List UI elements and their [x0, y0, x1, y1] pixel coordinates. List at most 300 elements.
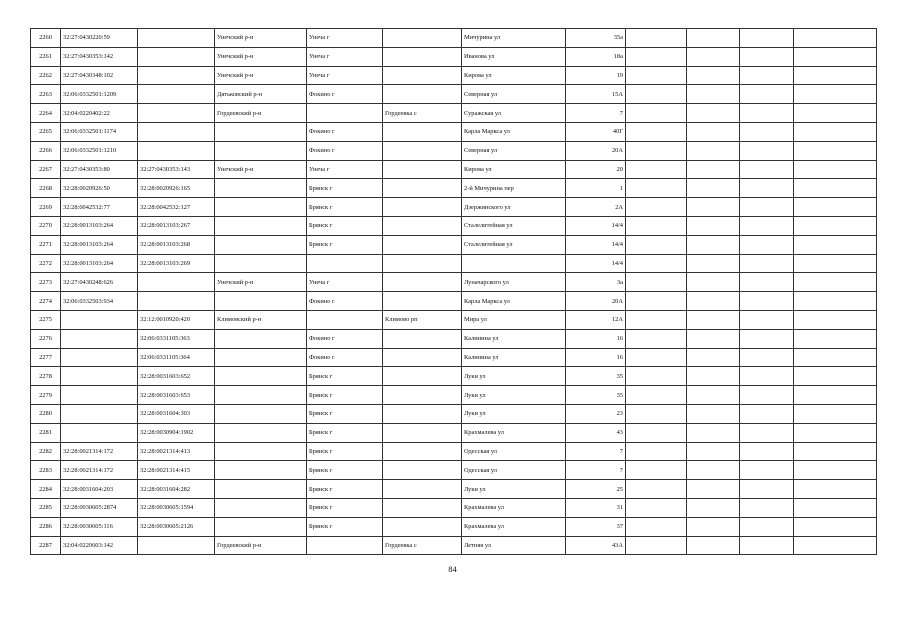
extra-1-cell [626, 386, 687, 405]
extra-1-cell [626, 292, 687, 311]
extra-2-cell [687, 517, 740, 536]
settlement-cell [383, 461, 462, 480]
building-cadastral-number-cell: 32:28:0013103:268 [138, 235, 215, 254]
district-cell [215, 480, 307, 499]
city-cell: Фокино г [307, 122, 383, 141]
extra-4-cell [794, 179, 877, 198]
row-number-cell: 2276 [31, 329, 61, 348]
district-cell: Климовский р-н [215, 310, 307, 329]
extra-3-cell [740, 122, 794, 141]
settlement-cell [383, 160, 462, 179]
extra-3-cell [740, 179, 794, 198]
extra-1-cell [626, 122, 687, 141]
extra-3-cell [740, 85, 794, 104]
table-row [31, 310, 877, 329]
cadastral-number-cell: 32:27:0430348:102 [61, 66, 138, 85]
extra-4-cell [794, 66, 877, 85]
building-cadastral-number-cell: 32:28:0031604:303 [138, 404, 215, 423]
building-cadastral-number-cell [138, 104, 215, 123]
extra-1-cell [626, 254, 687, 273]
street-cell: Одесская ул [462, 442, 566, 461]
building-cadastral-number-cell: 32:28:0031603:652 [138, 367, 215, 386]
settlement-cell [383, 329, 462, 348]
table-row [31, 367, 877, 386]
extra-3-cell [740, 423, 794, 442]
row-number-cell: 2261 [31, 47, 61, 66]
row-number-cell: 2266 [31, 141, 61, 160]
extra-1-cell [626, 273, 687, 292]
row-number-cell: 2279 [31, 386, 61, 405]
settlement-cell [383, 235, 462, 254]
extra-2-cell [687, 104, 740, 123]
district-cell: Унечский р-н [215, 29, 307, 48]
building-cadastral-number-cell [138, 29, 215, 48]
city-cell: Фокино г [307, 292, 383, 311]
extra-4-cell [794, 160, 877, 179]
extra-2-cell [687, 386, 740, 405]
cadastral-number-cell: 32:28:0031604:203 [61, 480, 138, 499]
street-cell: Калинина ул [462, 348, 566, 367]
street-cell: Луки ул [462, 367, 566, 386]
extra-1-cell [626, 198, 687, 217]
extra-1-cell [626, 498, 687, 517]
street-cell: Карла Маркса ул [462, 292, 566, 311]
cadastral-number-cell: 32:27:0430248:626 [61, 273, 138, 292]
cadastral-number-cell: 32:06:0332501:1174 [61, 122, 138, 141]
building-cadastral-number-cell [138, 47, 215, 66]
table-row [31, 386, 877, 405]
extra-4-cell [794, 386, 877, 405]
street-cell: Северная ул [462, 85, 566, 104]
extra-1-cell [626, 480, 687, 499]
row-number-cell: 2287 [31, 536, 61, 555]
extra-1-cell [626, 348, 687, 367]
table-row [31, 423, 877, 442]
street-cell: Крахмалева ул [462, 517, 566, 536]
district-cell [215, 329, 307, 348]
district-cell: Гордеевский р-н [215, 104, 307, 123]
settlement-cell: Климово рп [383, 310, 462, 329]
city-cell: Унеча г [307, 273, 383, 292]
table-row [31, 404, 877, 423]
extra-4-cell [794, 216, 877, 235]
city-cell: Фокино г [307, 141, 383, 160]
extra-1-cell [626, 310, 687, 329]
row-number-cell: 2286 [31, 517, 61, 536]
row-number-cell: 2267 [31, 160, 61, 179]
settlement-cell [383, 47, 462, 66]
extra-4-cell [794, 122, 877, 141]
extra-4-cell [794, 141, 877, 160]
extra-1-cell [626, 235, 687, 254]
street-cell: Кирова ул [462, 160, 566, 179]
row-number-cell: 2270 [31, 216, 61, 235]
house-number-cell: 2А [566, 198, 626, 217]
extra-2-cell [687, 536, 740, 555]
building-cadastral-number-cell [138, 292, 215, 311]
building-cadastral-number-cell: 32:06:0331105:363 [138, 329, 215, 348]
extra-1-cell [626, 442, 687, 461]
settlement-cell [383, 179, 462, 198]
extra-3-cell [740, 461, 794, 480]
district-cell [215, 461, 307, 480]
row-number-cell: 2269 [31, 198, 61, 217]
extra-2-cell [687, 198, 740, 217]
settlement-cell [383, 66, 462, 85]
building-cadastral-number-cell: 32:28:0020926:165 [138, 179, 215, 198]
city-cell: Брянск г [307, 216, 383, 235]
district-cell: Унечский р-н [215, 47, 307, 66]
cadastral-number-cell: 32:28:0020926:50 [61, 179, 138, 198]
settlement-cell [383, 517, 462, 536]
table-row [31, 348, 877, 367]
extra-3-cell [740, 367, 794, 386]
row-number-cell: 2263 [31, 85, 61, 104]
extra-4-cell [794, 348, 877, 367]
district-cell [215, 517, 307, 536]
settlement-cell [383, 141, 462, 160]
extra-3-cell [740, 141, 794, 160]
extra-3-cell [740, 273, 794, 292]
extra-1-cell [626, 29, 687, 48]
cadastral-number-cell: 32:06:0332503:934 [61, 292, 138, 311]
extra-2-cell [687, 235, 740, 254]
extra-4-cell [794, 273, 877, 292]
district-cell [215, 348, 307, 367]
row-number-cell: 2260 [31, 29, 61, 48]
table-row [31, 498, 877, 517]
city-cell: Брянск г [307, 404, 383, 423]
cadastral-number-cell: 32:27:0430353:142 [61, 47, 138, 66]
cadastral-number-cell [61, 423, 138, 442]
extra-4-cell [794, 404, 877, 423]
row-number-cell: 2262 [31, 66, 61, 85]
building-cadastral-number-cell: 32:28:0031603:653 [138, 386, 215, 405]
house-number-cell: 15А [566, 85, 626, 104]
extra-2-cell [687, 329, 740, 348]
extra-3-cell [740, 235, 794, 254]
extra-1-cell [626, 104, 687, 123]
row-number-cell: 2281 [31, 423, 61, 442]
extra-1-cell [626, 85, 687, 104]
row-number-cell: 2274 [31, 292, 61, 311]
cadastral-number-cell: 32:28:0042532:77 [61, 198, 138, 217]
district-cell [215, 367, 307, 386]
house-number-cell: 25 [566, 480, 626, 499]
extra-2-cell [687, 179, 740, 198]
cadastral-number-cell: 32:27:0430353:80 [61, 160, 138, 179]
house-number-cell: 18а [566, 47, 626, 66]
page-number: 84 [448, 564, 457, 574]
table-row [31, 442, 877, 461]
street-cell [462, 254, 566, 273]
extra-3-cell [740, 348, 794, 367]
extra-2-cell [687, 85, 740, 104]
row-number-cell: 2273 [31, 273, 61, 292]
extra-3-cell [740, 386, 794, 405]
extra-4-cell [794, 498, 877, 517]
extra-2-cell [687, 292, 740, 311]
extra-4-cell [794, 310, 877, 329]
extra-3-cell [740, 480, 794, 499]
district-cell [215, 423, 307, 442]
district-cell: Дятьковский р-н [215, 85, 307, 104]
street-cell: Крахмалева ул [462, 498, 566, 517]
city-cell: Брянск г [307, 235, 383, 254]
settlement-cell [383, 498, 462, 517]
extra-1-cell [626, 536, 687, 555]
cadastral-number-cell: 32:06:0332501:1210 [61, 141, 138, 160]
house-number-cell: 16 [566, 329, 626, 348]
building-cadastral-number-cell: 32:28:0021314:415 [138, 461, 215, 480]
street-cell: Луки ул [462, 386, 566, 405]
street-cell: Луначарского ул [462, 273, 566, 292]
district-cell [215, 404, 307, 423]
extra-1-cell [626, 216, 687, 235]
extra-1-cell [626, 367, 687, 386]
row-number-cell: 2264 [31, 104, 61, 123]
table-row [31, 517, 877, 536]
district-cell [215, 235, 307, 254]
building-cadastral-number-cell [138, 536, 215, 555]
building-cadastral-number-cell: 32:28:0042532:127 [138, 198, 215, 217]
street-cell: Северная ул [462, 141, 566, 160]
extra-3-cell [740, 404, 794, 423]
extra-3-cell [740, 292, 794, 311]
street-cell: Сталелитейная ул [462, 216, 566, 235]
city-cell: Унеча г [307, 160, 383, 179]
house-number-cell: 23 [566, 404, 626, 423]
city-cell [307, 310, 383, 329]
table-row [31, 104, 877, 123]
table-row [31, 461, 877, 480]
extra-2-cell [687, 310, 740, 329]
extra-3-cell [740, 310, 794, 329]
row-number-cell: 2278 [31, 367, 61, 386]
city-cell [307, 536, 383, 555]
extra-3-cell [740, 104, 794, 123]
table-row [31, 66, 877, 85]
settlement-cell [383, 198, 462, 217]
district-cell [215, 292, 307, 311]
street-cell: Дзержинского ул [462, 198, 566, 217]
extra-1-cell [626, 517, 687, 536]
settlement-cell [383, 85, 462, 104]
extra-2-cell [687, 122, 740, 141]
extra-2-cell [687, 273, 740, 292]
extra-2-cell [687, 254, 740, 273]
cadastral-number-cell: 32:28:0021314:172 [61, 461, 138, 480]
building-cadastral-number-cell [138, 66, 215, 85]
house-number-cell: 14/4 [566, 216, 626, 235]
cadastral-number-cell [61, 386, 138, 405]
settlement-cell [383, 442, 462, 461]
city-cell: Брянск г [307, 442, 383, 461]
settlement-cell: Гордеевка с [383, 104, 462, 123]
house-number-cell: 16 [566, 348, 626, 367]
settlement-cell [383, 254, 462, 273]
street-cell: Мира ул [462, 310, 566, 329]
settlement-cell [383, 404, 462, 423]
building-cadastral-number-cell: 32:27:0430353:143 [138, 160, 215, 179]
extra-4-cell [794, 235, 877, 254]
city-cell: Унеча г [307, 47, 383, 66]
building-cadastral-number-cell: 32:28:0031604:282 [138, 480, 215, 499]
extra-4-cell [794, 423, 877, 442]
cadastral-number-cell: 32:06:0332501:1209 [61, 85, 138, 104]
city-cell: Брянск г [307, 498, 383, 517]
extra-2-cell [687, 442, 740, 461]
cadastral-number-cell: 32:28:0030605:116 [61, 517, 138, 536]
settlement-cell [383, 292, 462, 311]
extra-2-cell [687, 404, 740, 423]
extra-3-cell [740, 47, 794, 66]
house-number-cell: 20А [566, 141, 626, 160]
building-cadastral-number-cell: 32:28:0030605:2126 [138, 517, 215, 536]
city-cell: Фокино г [307, 329, 383, 348]
settlement-cell [383, 216, 462, 235]
house-number-cell: 20 [566, 160, 626, 179]
extra-3-cell [740, 198, 794, 217]
extra-1-cell [626, 47, 687, 66]
street-cell: Мичурина ул [462, 29, 566, 48]
settlement-cell [383, 273, 462, 292]
building-cadastral-number-cell: 32:28:0013103:269 [138, 254, 215, 273]
cadastral-number-cell: 32:28:0021314:172 [61, 442, 138, 461]
extra-2-cell [687, 47, 740, 66]
building-cadastral-number-cell: 32:28:0030605:1594 [138, 498, 215, 517]
row-number-cell: 2275 [31, 310, 61, 329]
extra-3-cell [740, 216, 794, 235]
building-cadastral-number-cell: 32:12:0010920:420 [138, 310, 215, 329]
district-cell: Унечский р-н [215, 273, 307, 292]
row-number-cell: 2272 [31, 254, 61, 273]
settlement-cell [383, 29, 462, 48]
house-number-cell: 19 [566, 66, 626, 85]
extra-4-cell [794, 292, 877, 311]
district-cell [215, 198, 307, 217]
table-row [31, 198, 877, 217]
street-cell: Летняя ул [462, 536, 566, 555]
house-number-cell: 43 [566, 423, 626, 442]
cadastral-number-cell: 32:28:0013103:264 [61, 216, 138, 235]
district-cell [215, 254, 307, 273]
table-row [31, 273, 877, 292]
table-row [31, 179, 877, 198]
district-cell [215, 386, 307, 405]
settlement-cell [383, 423, 462, 442]
settlement-cell: Гордеевка с [383, 536, 462, 555]
street-cell: Калинина ул [462, 329, 566, 348]
building-cadastral-number-cell: 32:28:0021314:413 [138, 442, 215, 461]
settlement-cell [383, 386, 462, 405]
city-cell: Унеча г [307, 66, 383, 85]
building-cadastral-number-cell [138, 85, 215, 104]
district-cell [215, 216, 307, 235]
city-cell: Брянск г [307, 461, 383, 480]
cadastral-number-cell: 32:27:0430220:59 [61, 29, 138, 48]
house-number-cell: 40Г [566, 122, 626, 141]
house-number-cell: 31 [566, 498, 626, 517]
table-row [31, 141, 877, 160]
row-number-cell: 2271 [31, 235, 61, 254]
table-row [31, 254, 877, 273]
district-cell: Унечский р-н [215, 160, 307, 179]
extra-2-cell [687, 29, 740, 48]
row-number-cell: 2285 [31, 498, 61, 517]
house-number-cell: 35 [566, 386, 626, 405]
row-number-cell: 2284 [31, 480, 61, 499]
extra-3-cell [740, 498, 794, 517]
district-cell [215, 141, 307, 160]
table-row [31, 122, 877, 141]
building-cadastral-number-cell [138, 273, 215, 292]
house-number-cell: 35 [566, 367, 626, 386]
city-cell: Фокино г [307, 348, 383, 367]
cadastral-number-cell: 32:28:0013103:264 [61, 254, 138, 273]
table-row [31, 160, 877, 179]
extra-1-cell [626, 160, 687, 179]
extra-1-cell [626, 461, 687, 480]
cadastral-number-cell: 32:04:0220402:22 [61, 104, 138, 123]
street-cell: Одесская ул [462, 461, 566, 480]
row-number-cell: 2268 [31, 179, 61, 198]
extra-4-cell [794, 367, 877, 386]
house-number-cell: 7 [566, 461, 626, 480]
cadastral-number-cell: 32:28:0030605:2874 [61, 498, 138, 517]
building-cadastral-number-cell: 32:06:0331105:364 [138, 348, 215, 367]
settlement-cell [383, 122, 462, 141]
extra-2-cell [687, 498, 740, 517]
house-number-cell: 7 [566, 104, 626, 123]
settlement-cell [383, 367, 462, 386]
row-number-cell: 2283 [31, 461, 61, 480]
district-cell [215, 442, 307, 461]
row-number-cell: 2277 [31, 348, 61, 367]
extra-4-cell [794, 480, 877, 499]
table-row [31, 480, 877, 499]
house-number-cell: 14/4 [566, 235, 626, 254]
district-cell: Гордеевский р-н [215, 536, 307, 555]
street-cell: 2-й Мичурина пер [462, 179, 566, 198]
cadastral-number-cell: 32:28:0013103:264 [61, 235, 138, 254]
street-cell: Суражская ул [462, 104, 566, 123]
extra-4-cell [794, 104, 877, 123]
city-cell: Брянск г [307, 198, 383, 217]
city-cell: Брянск г [307, 480, 383, 499]
city-cell: Брянск г [307, 423, 383, 442]
cadastral-number-cell [61, 329, 138, 348]
cadastral-number-cell [61, 310, 138, 329]
city-cell [307, 254, 383, 273]
extra-1-cell [626, 423, 687, 442]
table-row [31, 29, 877, 48]
extra-3-cell [740, 329, 794, 348]
city-cell: Брянск г [307, 179, 383, 198]
house-number-cell: 37 [566, 517, 626, 536]
city-cell [307, 104, 383, 123]
extra-3-cell [740, 517, 794, 536]
row-number-cell: 2265 [31, 122, 61, 141]
street-cell: Кирова ул [462, 66, 566, 85]
table-row [31, 216, 877, 235]
table-row [31, 85, 877, 104]
extra-1-cell [626, 66, 687, 85]
extra-3-cell [740, 536, 794, 555]
building-cadastral-number-cell [138, 141, 215, 160]
city-cell: Брянск г [307, 517, 383, 536]
extra-4-cell [794, 29, 877, 48]
